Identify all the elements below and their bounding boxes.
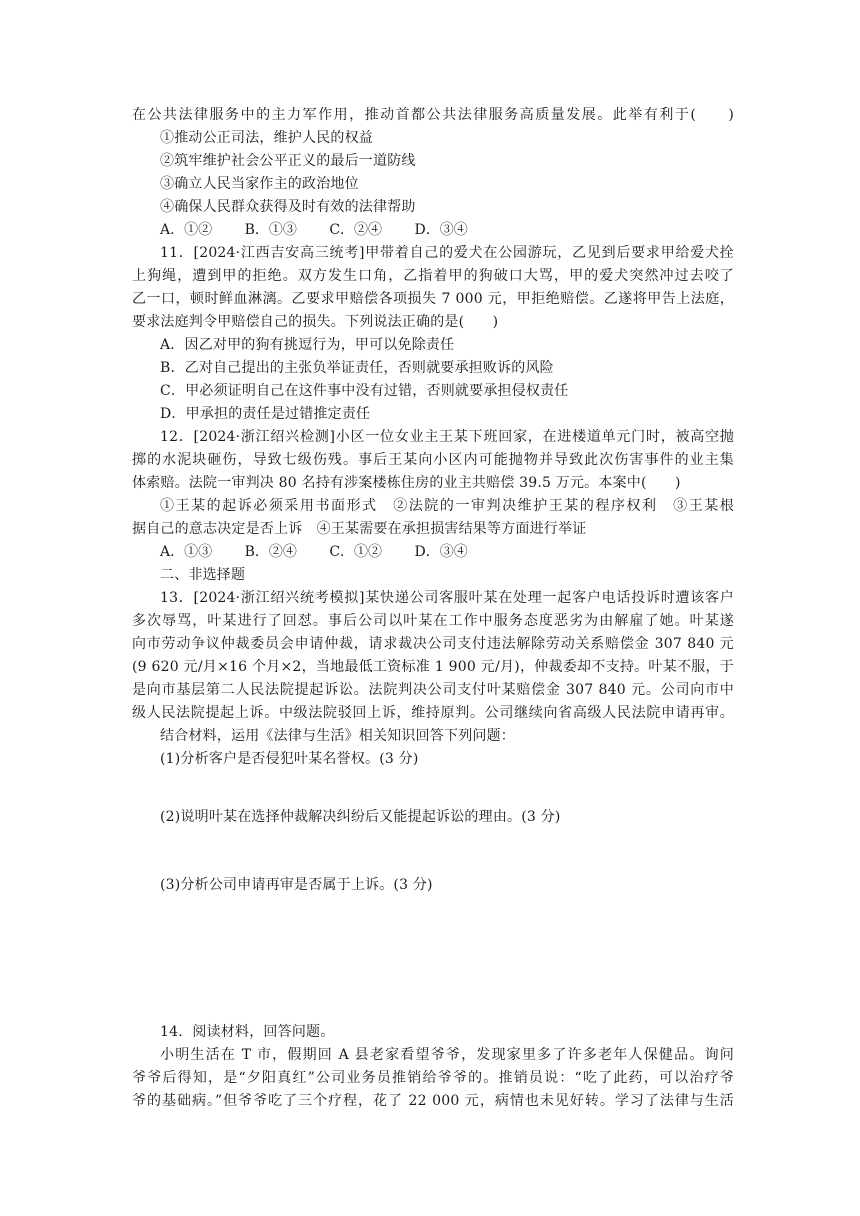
q12-option-d: D．③④ <box>414 544 468 560</box>
q13-sub-3: (3)分析公司申请再审是否属于上诉。(3 分) <box>160 877 433 893</box>
q13-line-3: 向市劳动争议仲裁委员会申请仲裁，请求裁决公司支付违法解除劳动关系赔偿金 307 840 元 <box>132 636 734 652</box>
q13-line-2: 多次辱骂，叶某进行了回怼。事后公司以叶某在工作中服务态度恶劣为由解雇了她。叶某遂 <box>132 613 734 629</box>
q10-option-b: B．①③ <box>244 222 297 238</box>
q11-line-1: 11．[2024·江西吉安高三统考]甲带着自己的爱犬在公园游玩，乙见到后要求甲给爱犬拴 <box>160 245 734 261</box>
q13-sub-1: (1)分析客户是否侵犯叶某名誉权。(3 分) <box>160 751 419 767</box>
q12-line-1: 12．[2024·浙江绍兴检测]小区一位女业主王某下班回家，在进楼道单元门时，被高空抛 <box>160 429 734 445</box>
q12-line-2: 掷的水泥块砸伤，导致七级伤残。事后王某向小区内可能抛物并导致此次伤害事件的业主集 <box>132 452 734 468</box>
q10-stem-tail: 在公共法律服务中的主力军作用，推动首都公共法律服务高质量发展。此举有利于( ) <box>132 107 734 123</box>
q13-line-4: (9 620 元/月×16 个月×2，当地最低工资标准 1 900 元/月)，仲裁委却不支持。叶某不服，于 <box>132 659 734 675</box>
q13-line-6: 级人民法院提起上诉。中级法院驳回上诉，维持原判。公司继续向省高级人民法院申请再审。 <box>132 705 734 721</box>
q10-item-1: ①推动公正司法，维护人民的权益 <box>160 130 373 146</box>
q11-line-2: 上狗绳，遭到甲的拒绝。双方发生口角，乙指着甲的狗破口大骂，甲的爱犬突然冲过去咬了 <box>132 268 734 284</box>
q11-option-a: A．因乙对甲的狗有挑逗行为，甲可以免除责任 <box>160 337 455 353</box>
q14-line-1: 小明生活在 T 市，假期回 A 县老家看望爷爷，发现家里多了许多老年人保健品。询问 <box>160 1047 734 1063</box>
q10-option-c: C．②④ <box>329 222 383 238</box>
section-heading: 二、非选择题 <box>160 567 246 583</box>
q11-line-4: 要求法庭判令甲赔偿自己的损失。下列说法正确的是( ) <box>132 314 499 330</box>
q10-option-d: D．③④ <box>414 222 468 238</box>
q12-option-a: A．①③ <box>160 544 213 560</box>
q12-options <box>160 541 496 564</box>
q12-option-b: B．②④ <box>244 544 297 560</box>
q10-item-4: ④确保人民群众获得及时有效的法律帮助 <box>160 199 416 215</box>
q12-line-3: 体索赔。法院一审判决 80 名持有涉案楼栋住房的业主共赔偿 39.5 万元。本案中( ) <box>132 475 681 491</box>
q12-option-c: C．①② <box>329 544 383 560</box>
q11-option-d: D．甲承担的责任是过错推定责任 <box>160 406 371 422</box>
q13-sub-2: (2)说明叶某在选择仲裁解决纠纷后又能提起诉讼的理由。(3 分) <box>160 809 561 825</box>
q11-line-3: 乙一口，顿时鲜血淋漓。乙要求甲赔偿各项损失 7 000 元，甲拒绝赔偿。乙遂将甲告上法庭， <box>132 291 734 307</box>
q11-option-b: B．乙对自己提出的主张负举证责任，否则就要承担败诉的风险 <box>160 360 554 376</box>
q13-line-1: 13．[2024·浙江绍兴统考模拟]某快递公司客服叶某在处理一起客户电话投诉时遭该客户 <box>160 590 734 606</box>
q14-head: 14．阅读材料，回答问题。 <box>160 1024 335 1040</box>
q14-line-2: 爷爷后得知，是“夕阳真红”公司业务员推销给爷爷的。推销员说：“吃了此药，可以治疗爷 <box>132 1070 734 1086</box>
q11-option-c: C．甲必须证明自己在这件事中没有过错，否则就要承担侵权责任 <box>160 383 569 399</box>
q10-options <box>160 219 496 242</box>
q12-items-line-1: ①王某的起诉必须采用书面形式 ②法院的一审判决维护王某的程序权利 ③王某根 <box>160 498 734 514</box>
q10-option-a: A．①② <box>160 222 213 238</box>
q13-line-5: 是向市基层第二人民法院提起诉讼。法院判决公司支付叶某赔偿金 307 840 元。公司向市中 <box>132 682 734 698</box>
q13-prompt: 结合材料，运用《法律与生活》相关知识回答下列问题： <box>160 728 515 744</box>
q10-item-2: ②筑牢维护社会公平正义的最后一道防线 <box>160 153 416 169</box>
q10-item-3: ③确立人民当家作主的政治地位 <box>160 176 359 192</box>
q12-items-line-2: 据自己的意志决定是否上诉 ④王某需要在承担损害结果等方面进行举证 <box>132 521 587 537</box>
q14-line-3: 爷的基础病。”但爷爷吃了三个疗程，花了 22 000 元，病情也未见好转。学习了法律与生活 <box>132 1093 734 1109</box>
